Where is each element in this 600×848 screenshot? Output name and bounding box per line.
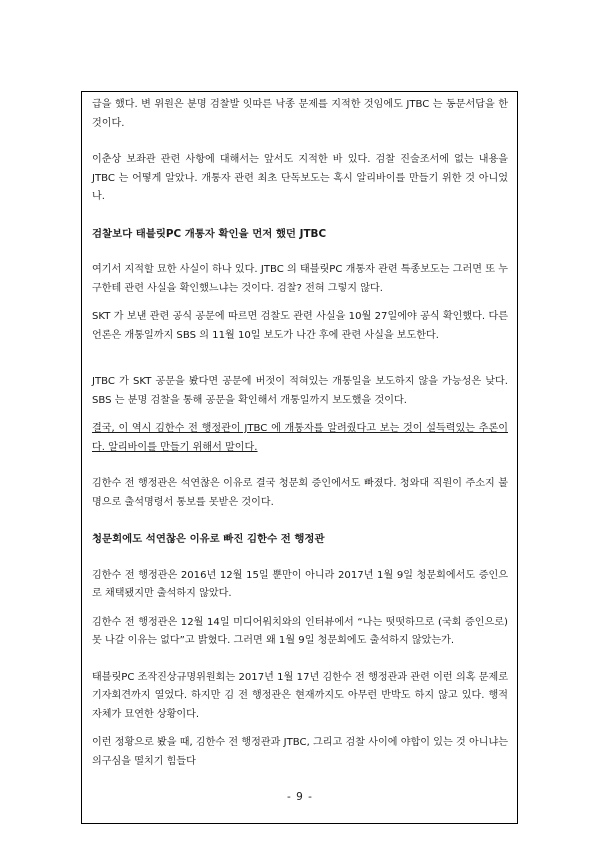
- page-number: - 9 -: [287, 791, 313, 803]
- paragraph: 태블릿PC 조작진상규명위원회는 2017년 1월 17년 김한수 전 행정관과 관련 이런 의혹 문제로 기자회견까지 열었다. 하지만 김 전 행정관은 현재까지도 아무런 반박도 하지 않고 있다. 행적 자체가 묘연한 상황이다.: [92, 671, 508, 720]
- paragraph: JTBC 가 SKT 공문을 봤다면 공문에 버젓이 적혀있는 개통일을 보도하지 않을 가능성은 낮다. SBS 는 분명 검찰을 통해 공문을 확인해서 개통일까지 보도했을 것이다.: [92, 376, 508, 406]
- paragraph: 김한수 전 행정관은 2016년 12월 15일 뿐만이 아니라 2017년 1월 9일 청문회에서도 증인으로 채택됐지만 출석하지 않았다.: [92, 569, 508, 599]
- underlined-paragraph: 결국, 이 역시 김한수 전 행정관이 JTBC 에 개통자를 알려줬다고 보는 것이 설득력있는 추론이다. 알리바이를 만들기 위해서 말이다.: [92, 423, 508, 453]
- section-heading: 청문회에도 석연찮은 이유로 빠진 김한수 전 행정관: [92, 533, 325, 545]
- paragraph: 이춘상 보좌관 관련 사항에 대해서는 앞서도 지적한 바 있다. 검찰 진술조서에 없는 내용을 JTBC 는 어떻게 알았나. 개통자 관련 최초 단독보도는 혹시 알리바이를 만들기 위한 것 아니었나.: [92, 154, 508, 202]
- section-heading: 검찰보다 태블릿PC 개통자 확인을 먼저 했던 JTBC: [92, 227, 327, 240]
- paragraph: 이런 정황으로 봤을 때, 김한수 전 행정관과 JTBC, 그리고 검찰 사이에 야합이 있는 것 아니냐는 의구심을 떨치기 힘들다: [92, 737, 508, 767]
- document-body: [92, 96, 508, 789]
- paragraph: SKT 가 보낸 관련 공식 공문에 따르면 검찰도 관련 사실을 10월 27일에야 공식 확인했다. 다른 언론은 개통일까지 SBS 의 11월 10일 보도가 나간 후에 관련 사실을 보도한다.: [92, 311, 508, 341]
- paragraph: 급을 했다. 변 위원은 분명 검찰발 잇따른 낙종 문제를 지적한 것임에도 JTBC 는 동문서답을 한 것이다.: [92, 99, 508, 129]
- paragraph: 김한수 전 행정관은 12월 14일 미디어워치와의 인터뷰에서 “나는 떳떳하므로 (국회 증인으로) 못 나갈 이유는 없다”고 밝혔다. 그러면 왜 1월 9일 청문회에도 출석하지 않았는가.: [92, 616, 508, 646]
- paragraph: 김한수 전 행정관은 석연찮은 이유로 결국 청문회 증인에서도 빠졌다. 청와대 직원이 주소지 불명으로 출석명령서 통보를 못받은 것이다.: [92, 478, 508, 508]
- paragraph: 여기서 지적할 묘한 사실이 하나 있다. JTBC 의 태블릿PC 개통자 관련 특종보도는 그러면 또 누구한테 관련 사실을 확인했느냐는 것이다. 검찰? 전혀 그렇지 않다.: [92, 264, 508, 294]
